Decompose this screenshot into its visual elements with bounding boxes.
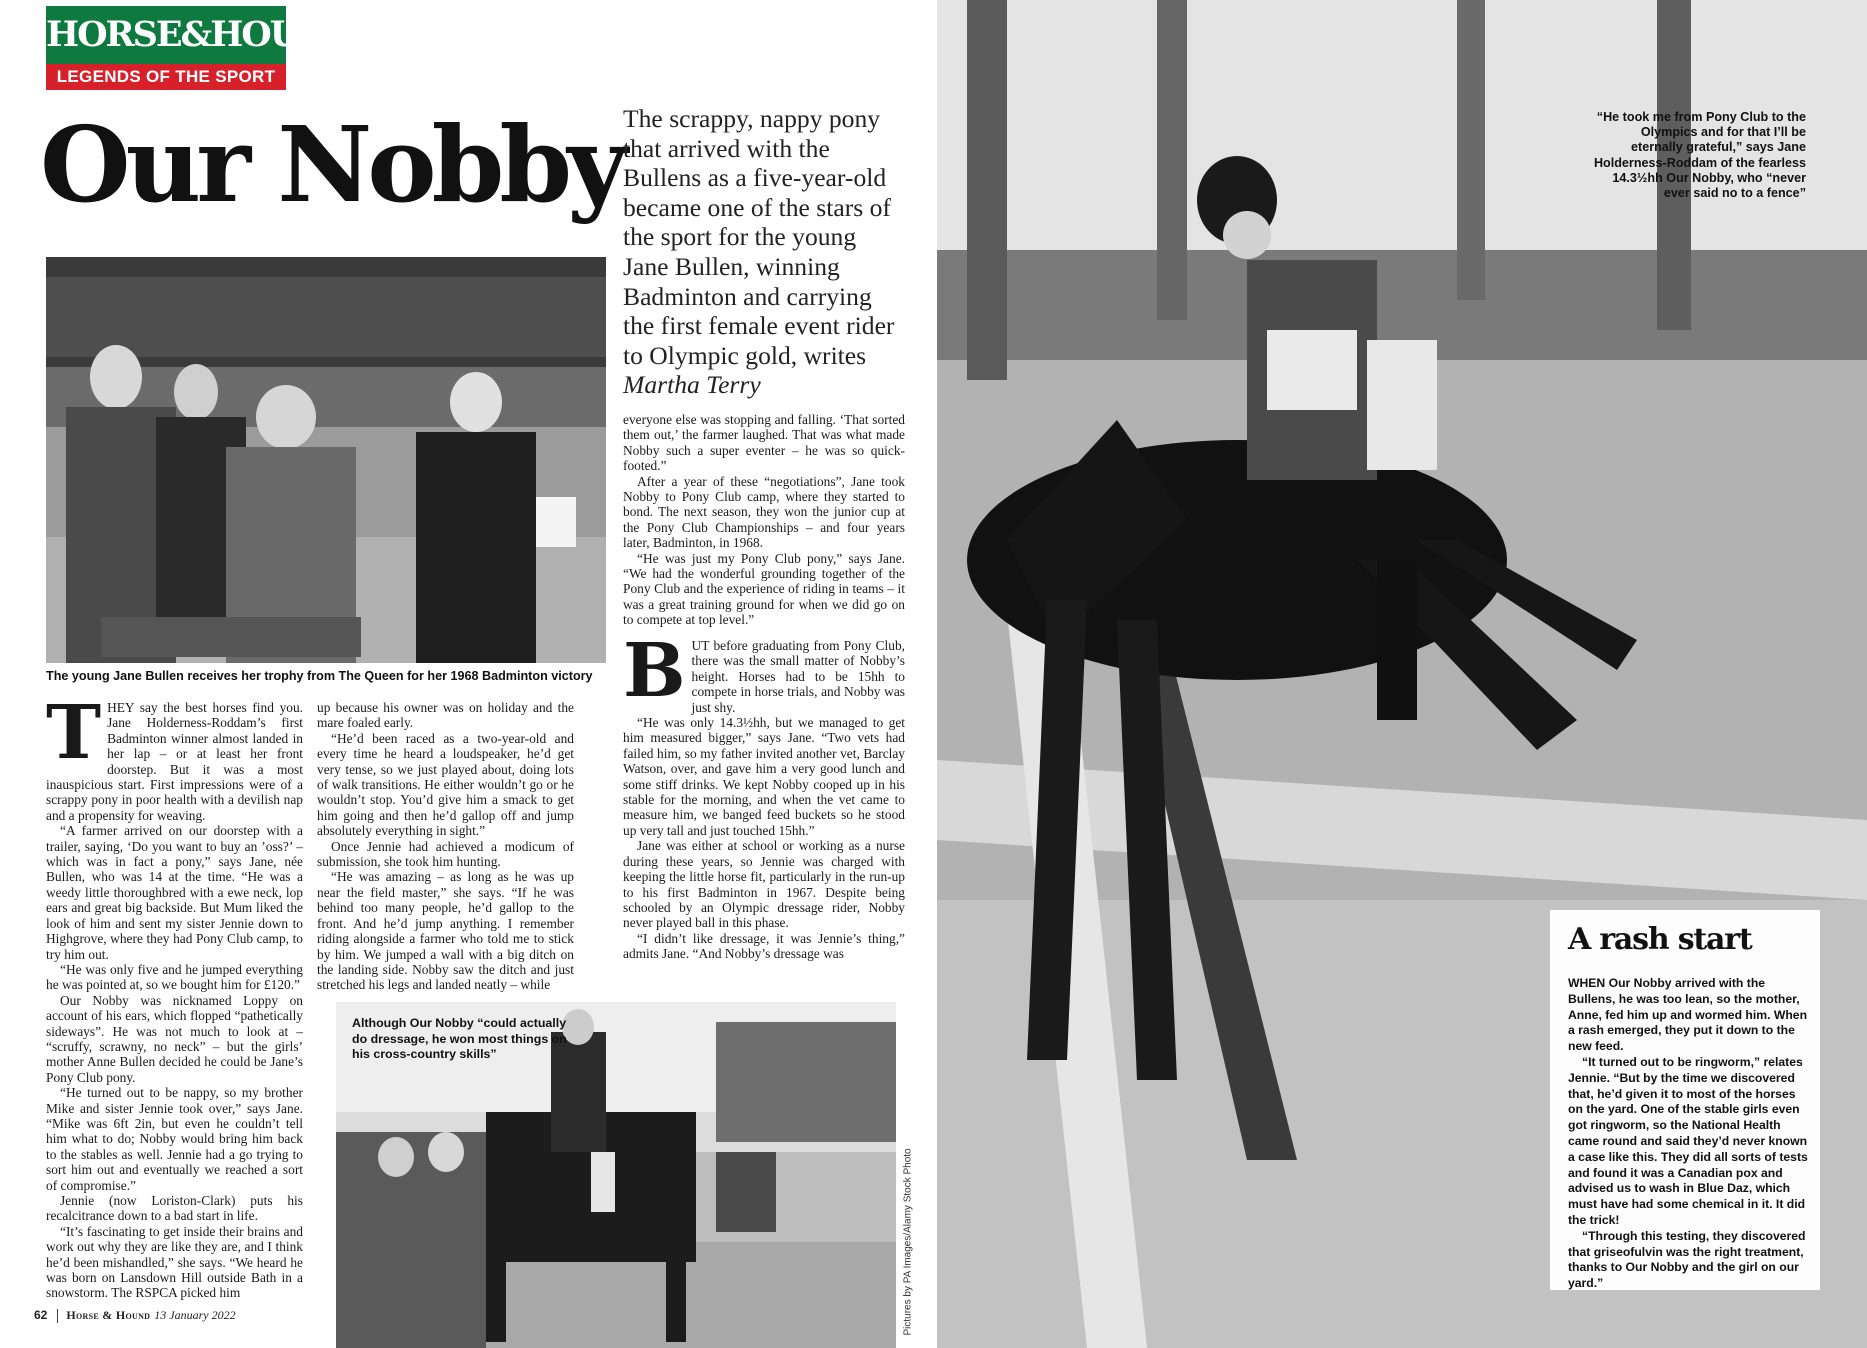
col3b-paragraph: “I didn’t like dressage, it was Jennie’s thing,” admits Jane. “And Nobby’s dressage was bbox=[623, 930, 905, 962]
col2-opening: up because his owner was on holiday and the mare foaled early. bbox=[317, 700, 574, 731]
col2-paragraph: “He was amazing – as long as he was up near the field master,” she says. “If he was behind too many people, he’d gallop to the front. And he’d jump anything. I remember riding alongside a farmer who told me to stick by him. We jumped a wall with a big ditch on the landing side. Nobby saw the ditch and just stretched his legs and landed neatly – while bbox=[317, 869, 574, 993]
standfirst bbox=[623, 104, 905, 400]
footer-date: 13 January 2022 bbox=[154, 1308, 236, 1322]
col1-opening: HEY say the best horses find you. Jane Holderness-Roddam’s first Badminton winner almost landed in her lap – or at least her front doorstep. But it was a most inauspicious start. First impressions were of a scrappy pony in poor health with a devilish nap and a propensity for weaving. bbox=[46, 700, 303, 823]
sidebar-opening: WHEN Our Nobby arrived with the Bullens, he was too lean, so the mother, Anne, fed him up and wormed him. When a rash emerged, they put it down to the new feed. bbox=[1568, 976, 1808, 1054]
standfirst-text: The scrappy, nappy pony that arrived with the Bullens as a five-year-old became one of the stars of the sport for the young Jane Bullen, winning Badminton and carrying the first female event rider to Olympic gold, writes bbox=[623, 104, 895, 370]
col3-opening: everyone else was stopping and falling. ‘That sorted them out,’ the farmer laughed. That was what made Nobby such a super eventer – he was so quick-footed.” bbox=[623, 412, 905, 474]
body-column-2 bbox=[317, 700, 574, 993]
col3-paragraph: After a year of these “negotiations”, Jane took Nobby to Pony Club camp, where they started to bond. The next season, they won the junior cup at the Pony Club Championships – and four years later, Badminton, in 1968. bbox=[623, 473, 905, 551]
inset-photo-caption: Although Our Nobby “could actually do dressage, he won most things on his cross-country skills” bbox=[352, 1016, 567, 1061]
brand-name: HORSE&HOUND bbox=[46, 14, 357, 55]
col3b-paragraph: Jane was either at school or working as a nurse during these years, so Jennie was charged with keeping the little horse fit, particularly in the run-up to his first Badminton in 1967. Despite being schooled by an Olympic dressage rider, Nobby never played ball in this phase. bbox=[623, 838, 905, 931]
col3b-opening: UT before graduating from Pony Club, there was the small matter of Nobby’s height. Horses had to be 15hh to compete in horse trials, and Nobby was just shy. bbox=[691, 638, 905, 715]
section-banner bbox=[46, 64, 286, 90]
col2-paragraph: Once Jennie had achieved a modicum of submission, she took him hunting. bbox=[317, 838, 574, 870]
sidebar-heading: A rash start bbox=[1568, 922, 1752, 957]
body-column-1 bbox=[46, 690, 303, 1301]
drop-cap: T bbox=[46, 690, 102, 776]
sidebar-box bbox=[1550, 910, 1820, 1290]
col1-paragraph: “He was only five and he jumped everything he was pointed at, so we bought him for £120.” bbox=[46, 961, 303, 993]
col3b-paragraph: “He was only 14.3½hh, but we managed to get him measured bigger,” says Jane. “Two vets had failed him, so my father invited another vet, Barclay Watson, over, and gave him a very good lunch and some stiff drinks. We kept Nobby cooped up in his stable for the morning, and when the vet came to measure him, we banged feed buckets so he stood up very tall and just touched 15hh.” bbox=[623, 715, 905, 838]
col1-paragraph: “He turned out to be nappy, so my brother Mike and sister Jennie took over,” says Jane. “Mike was 6ft 2in, but even he couldn’t tell him what to do; Nobby would bring him back to the stables as well. Jennie had a go trying to sort him out and eventually we reached a sort of compromise.” bbox=[46, 1085, 303, 1193]
pull-quote: “He took me from Pony Club to the Olympics and for that I’ll be eternally grateful,” says Jane Holderness-Roddam of the fearless 14.3½hh Our Nobby, who “never ever said no to a fence” bbox=[1593, 110, 1806, 201]
page-footer bbox=[34, 1308, 236, 1323]
photo-credit bbox=[898, 1080, 912, 1340]
photo-credit-text: Pictures by PA Images/Alamy Stock Photo bbox=[902, 1148, 914, 1336]
body-column-3-bottom bbox=[623, 628, 905, 962]
masthead-logo bbox=[46, 6, 357, 64]
sidebar-paragraph: “Through this testing, they discovered that griseofulvin was the right treatment, thanks to Our Nobby and the girl on our yard.” bbox=[1568, 1228, 1806, 1291]
col2-paragraph: “He’d been raced as a two-year-old and every time he heard a loudspeaker, he’d get very tense, so we just played about, doing lots of walk transitions. He either wouldn’t go or he wouldn’t stop. You’d give him a smack to get him going and then he’d gallop off and jump absolutely everything in sight.” bbox=[317, 730, 574, 839]
sidebar-body bbox=[1568, 976, 1808, 1292]
col3-paragraph: “He was just my Pony Club pony,” says Jane. “We had the wonderful grounding together of the Pony Club and the experience of riding in teams – it was a great training ground for when we did go on to compete at top level.” bbox=[623, 550, 905, 628]
body-column-3-top bbox=[623, 412, 905, 628]
col1-paragraph: Our Nobby was nicknamed Loppy on account of his ears, which flopped “pathetically sideways”. He was not much to look at – “scruffy, scrawny, no neck” – but the girls’ mother Anne Bullen decided he could be Jane’s Pony Club pony. bbox=[46, 992, 303, 1085]
page-number: 62 bbox=[34, 1308, 48, 1322]
article-title: Our Nobby bbox=[40, 103, 623, 226]
drop-cap: B bbox=[623, 628, 686, 714]
footer-divider bbox=[57, 1309, 58, 1323]
trophy-photo bbox=[46, 257, 606, 663]
author-name: Martha Terry bbox=[623, 370, 761, 400]
footer-magazine: Horse & Hound bbox=[66, 1308, 151, 1322]
col1-paragraph: “A farmer arrived on our doorstep with a trailer, saying, ‘Do you want to buy an ’oss?’ – which was in fact a pony,” says Jane, née Bullen, who was 14 at the time. “He was a weedy little thoroughbred with a ewe neck, lop ears and great big backside. But Mum liked the look of him and sent my sister Jennie down to Highgrove, where they had Pony Club camp, to try him out. bbox=[46, 823, 303, 962]
main-photo-caption: The young Jane Bullen receives her trophy from The Queen for her 1968 Badminton victory bbox=[46, 669, 593, 683]
section-label: LEGENDS OF THE SPORT bbox=[56, 67, 276, 86]
sidebar-paragraph: “It turned out to be ringworm,” relates Jennie. “But by the time we discovered that, he’d given it to most of the horses on the yard. One of the stable girls even got ringworm, so the National Health came round and said they’d never known a case like this. They did all sorts of tests and found it was a Canadian pox and advised us to wash in Blue Daz, which must have had some chemical in it. It did the trick! bbox=[1568, 1054, 1808, 1227]
col1-paragraph: Jennie (now Loriston-Clark) puts his recalcitrance down to a bad start in life. bbox=[46, 1193, 303, 1224]
col1-paragraph: “It’s fascinating to get inside their brains and work out why they are like they are, and I think he’d been mishandled,” she says. “We heard he was born on Lansdown Hill outside Bath in a snowstorm. The RSPCA picked him bbox=[46, 1223, 303, 1301]
